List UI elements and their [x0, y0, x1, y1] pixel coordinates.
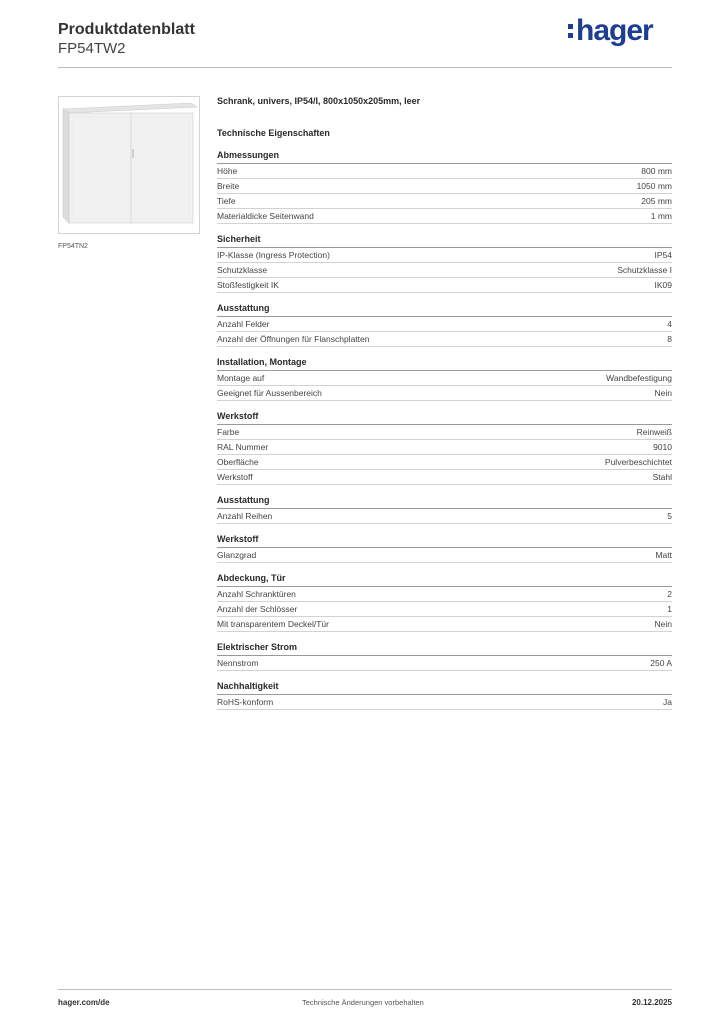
spec-group-title: Nachhaltigkeit: [217, 678, 672, 695]
spec-row: [217, 332, 672, 347]
product-specs: [217, 95, 672, 710]
spec-row: [217, 695, 672, 710]
spec-row: [217, 371, 672, 386]
spec-row: [217, 509, 672, 524]
spec-value: 1 mm: [650, 211, 672, 221]
spec-value: Wandbefestigung: [606, 373, 672, 383]
spec-label: Farbe: [217, 427, 240, 437]
spec-label: Stoßfestigkeit IK: [217, 280, 279, 290]
product-image: [58, 96, 200, 234]
footer-divider: [58, 989, 672, 990]
spec-group-title: Abmessungen: [217, 147, 672, 164]
spec-row: [217, 263, 672, 278]
spec-label: Anzahl Schranktüren: [217, 589, 296, 599]
spec-value: Matt: [655, 550, 672, 560]
spec-row: [217, 386, 672, 401]
article-number: FP54TW2: [58, 40, 126, 57]
spec-group: [217, 408, 672, 485]
spec-value: 250 A: [650, 658, 672, 668]
logo-dots-icon: [568, 22, 573, 40]
spec-group: [217, 531, 672, 563]
spec-label: Oberfläche: [217, 457, 259, 467]
spec-row: [217, 317, 672, 332]
spec-row: [217, 209, 672, 224]
spec-label: RAL Nummer: [217, 442, 269, 452]
spec-group: [217, 678, 672, 710]
spec-row: [217, 179, 672, 194]
spec-value: IK09: [654, 280, 672, 290]
spec-value: Ja: [663, 697, 672, 707]
spec-label: Werkstoff: [217, 472, 253, 482]
spec-row: [217, 440, 672, 455]
spec-row: [217, 248, 672, 263]
spec-label: Anzahl Felder: [217, 319, 270, 329]
spec-value: 1: [667, 604, 672, 614]
spec-row: [217, 602, 672, 617]
spec-value: IP54: [654, 250, 672, 260]
spec-group-title: Elektrischer Strom: [217, 639, 672, 656]
product-description: Schrank, univers, IP54/I, 800x1050x205mm, leer: [217, 96, 421, 106]
spec-value: 1050 mm: [636, 181, 672, 191]
spec-label: Tiefe: [217, 196, 236, 206]
spec-row: [217, 617, 672, 632]
spec-row: [217, 548, 672, 563]
spec-group-title: Abdeckung, Tür: [217, 570, 672, 587]
spec-group-title: Werkstoff: [217, 531, 672, 548]
spec-value: 4: [667, 319, 672, 329]
hager-logo: [568, 14, 653, 48]
logo-text: hager: [576, 14, 653, 47]
spec-group: [217, 147, 672, 224]
spec-label: IP-Klasse (Ingress Protection): [217, 250, 330, 260]
spec-group: [217, 300, 672, 347]
spec-label: Mit transparentem Deckel/Tür: [217, 619, 329, 629]
spec-value: 8: [667, 334, 672, 344]
spec-row: [217, 470, 672, 485]
footer-notice: Technische Änderungen vorbehalten: [302, 998, 424, 1007]
spec-value: Nein: [654, 619, 672, 629]
spec-label: Geeignet für Aussenbereich: [217, 388, 322, 398]
spec-value: Reinweiß: [636, 427, 672, 437]
spec-value: 205 mm: [641, 196, 672, 206]
spec-groups: [217, 147, 672, 710]
spec-label: RoHS-konform: [217, 697, 274, 707]
footer-website[interactable]: hager.com/de: [58, 998, 110, 1007]
spec-label: Höhe: [217, 166, 238, 176]
spec-value: Stahl: [652, 472, 672, 482]
spec-group: [217, 639, 672, 671]
spec-row: [217, 656, 672, 671]
spec-label: Breite: [217, 181, 240, 191]
spec-label: Nennstrom: [217, 658, 259, 668]
spec-row: [217, 164, 672, 179]
spec-label: Materialdicke Seitenwand: [217, 211, 314, 221]
spec-value: 9010: [653, 442, 672, 452]
image-caption: FP54TN2: [58, 243, 88, 250]
document-title: Produktdatenblatt: [58, 21, 195, 38]
spec-value: Schutzklasse I: [617, 265, 672, 275]
spec-value: 5: [667, 511, 672, 521]
spec-group-title: Sicherheit: [217, 231, 672, 248]
footer-date: 20.12.2025: [631, 998, 672, 1007]
spec-group: [217, 231, 672, 293]
spec-row: [217, 587, 672, 602]
spec-group-title: Ausstattung: [217, 300, 672, 317]
spec-row: [217, 455, 672, 470]
spec-value: 800 mm: [641, 166, 672, 176]
header-divider: [58, 67, 672, 68]
spec-label: Schutzklasse: [217, 265, 268, 275]
spec-group-title: Werkstoff: [217, 408, 672, 425]
spec-group: [217, 354, 672, 401]
spec-value: Pulverbeschichtet: [604, 457, 672, 467]
spec-group: [217, 570, 672, 632]
spec-value: Nein: [654, 388, 672, 398]
spec-label: Anzahl Reihen: [217, 511, 273, 521]
spec-group: [217, 492, 672, 524]
spec-value: 2: [667, 589, 672, 599]
spec-row: [217, 278, 672, 293]
spec-label: Anzahl der Öffnungen für Flanschplatten: [217, 334, 370, 344]
spec-label: Glanzgrad: [217, 550, 257, 560]
spec-group-title: Ausstattung: [217, 492, 672, 509]
spec-row: [217, 425, 672, 440]
section-title: Technische Eigenschaften: [217, 128, 330, 138]
spec-label: Montage auf: [217, 373, 265, 383]
spec-group-title: Installation, Montage: [217, 354, 672, 371]
spec-label: Anzahl der Schlösser: [217, 604, 298, 614]
spec-row: [217, 194, 672, 209]
